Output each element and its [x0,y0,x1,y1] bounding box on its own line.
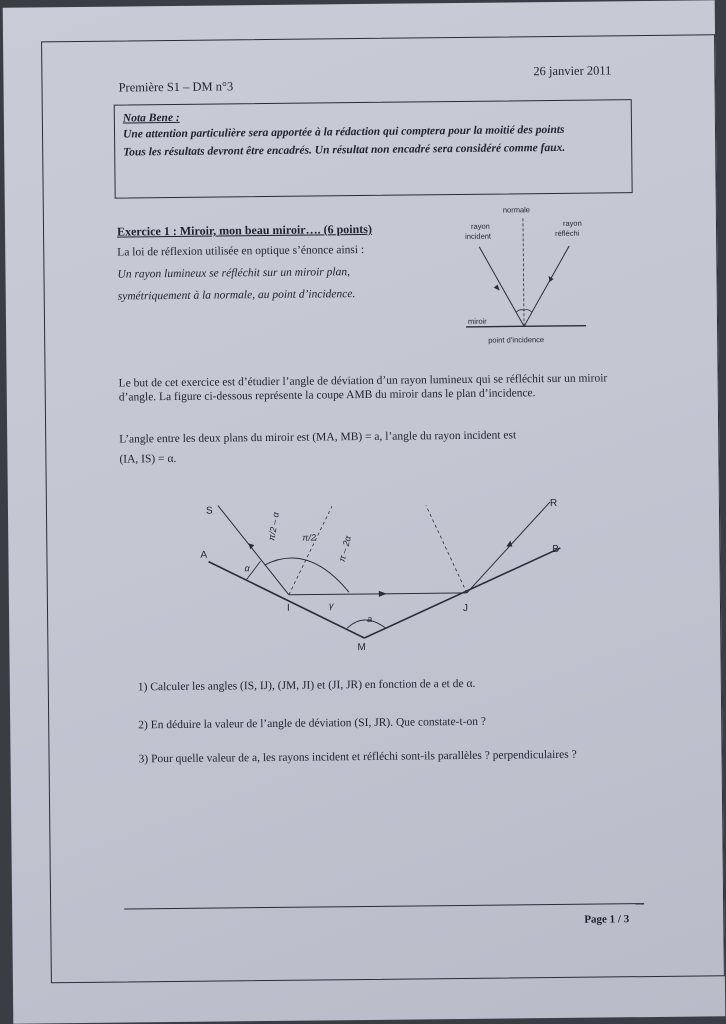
point-j: J [462,602,469,614]
handwritten-pi2: π/2 [302,532,316,543]
label-rayon-reflechi-1: rayon [562,218,582,228]
exercise-title: Exercice 1 : Miroir, mon beau miroir…. (6 points) [116,221,372,239]
point-b: B [552,543,560,556]
law-line2: symétriquement à la normale, au point d’incidence. [117,288,356,303]
label-a: a [367,613,373,624]
normal-i [288,506,333,594]
nota-bene-line2: Tous les résultats devront être encadrés. Un résultat non encadré sera considéré comme faux. [123,141,566,159]
label-normale: normale [502,205,531,215]
handwritten-pi-2alpha: π – 2α [336,534,353,563]
incident-arrow [494,285,500,291]
mirror-angle-diagram [188,480,590,654]
angle-arc-reflected [524,310,532,313]
exercise-paragraph: Le but de cet exercice est d’étudier l’angle de déviation d’un rayon lumineux qui se réfléchit sur un miroir d’angle. La figure ci-dessous représente la coupe AMB du miroir dans le plan d’incidence. [118,372,608,404]
point-a: A [200,549,208,561]
mirror-line [466,326,586,327]
nota-bene-line1: Une attention particulière sera apportée à la rédaction qui comptera pour la moitié des points [122,123,565,141]
nota-bene-box [114,99,633,198]
label-rayon-incident-1: rayon [470,221,490,231]
label-rayon-reflechi-2: réfléchi [555,228,580,238]
label-rayon-incident-2: incident [465,231,492,241]
point-s: S [205,505,213,517]
question-3-text: Pour quelle valeur de a, les rayons incident et réfléchi sont-ils parallèles ? perpendiculaires ? [150,748,577,766]
incident-ray [479,246,524,326]
point-i: I [286,602,290,614]
question-3-num: 3) [138,753,149,766]
date: 26 janvier 2011 [533,63,612,79]
question-1-text: Calculer les angles (IS, IJ), (JM, JI) et (JI, JR) en fonction de a et de α. [150,677,476,694]
reflection-law-diagram [445,199,647,349]
page-number: Page 1 / 3 [584,913,630,926]
nota-bene-title: Nota Bene : [122,111,180,125]
point-m: M [357,641,366,654]
point-r: R [549,497,558,510]
mirror-ma [209,560,365,640]
question-2-num: 2) [138,719,148,732]
law-line1: Un rayon lumineux se réfléchit sur un miroir plan, [117,266,350,281]
law-intro: La loi de réflexion utilisée en optique s’énonce ainsi : [117,243,365,259]
angle-arc-incident [516,310,524,313]
reflected-ray [523,246,570,326]
ray-jr [466,502,551,593]
question-2-text: En déduire la valeur de l’angle de déviation (SI, JR). Que constate-t-on ? [150,715,487,732]
handwritten-gamma: γ [328,600,334,611]
normal-j [426,505,467,593]
handwritten-pi2-alpha: π/2 – α [266,511,281,542]
label-alpha: α [244,563,250,574]
question-1-num: 1) [137,681,148,694]
angle-line2: (IA, IS) = α. [119,452,177,466]
ray-ij [289,593,467,595]
label-miroir: miroir [467,316,487,326]
paper-sheet [3,0,726,1023]
angle-line1: L’angle entre les deux plans du miroir est (MA, MB) = a, l’angle du rayon incident est [119,429,517,446]
class-title: Première S1 – DM n°3 [118,79,234,95]
label-point-incidence: point d’incidence [488,335,545,345]
arrow-ij [379,591,387,597]
angle-definitions [119,425,639,470]
arc-hand [264,557,348,593]
